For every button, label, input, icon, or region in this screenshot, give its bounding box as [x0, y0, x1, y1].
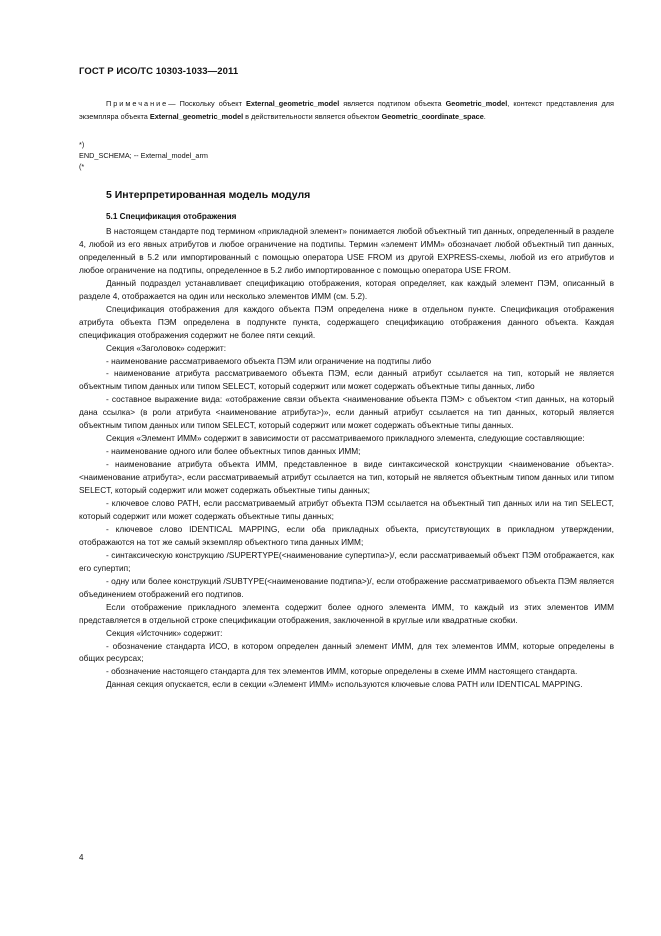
- note-entity: Geometric_model: [445, 99, 508, 108]
- code-line: END_SCHEMA; -- External_model_arm: [79, 151, 208, 160]
- note-paragraph: [79, 98, 614, 123]
- paragraph: Спецификация отображения для каждого объекта ПЭМ определена ниже в отдельном пункте. Спецификация отображения атрибута объекта ПЭМ определена в подпункте пункта, содержащего спецификацию отображения данного объекта. Каждая спецификация отображения содержит не более пяти секций.: [79, 303, 614, 340]
- paragraph: Данный подраздел устанавливает спецификацию отображения, которая определяет, как каждый элемент ПЭМ, описанный в разделе 4, отображается на один или несколько элементов ИММ (см. 5.2).: [79, 277, 614, 301]
- note-entity: Geometric_coordinate_space: [381, 111, 484, 121]
- list-item: - ключевое слово PATH, если рассматриваемый атрибут объекта ПЭМ ссылается на объектный тип данных или на тип SELECT, который содержит или может содержать объектные типы данных;: [79, 498, 614, 521]
- list-item: - наименование атрибута объекта ИММ, представленное в виде синтаксической конструкции <наименование объекта>.<наименование атрибута>, если рассматриваемый атрибут ссылается на тип, который не является объектным типом данных или типом SELECT, который содержит или может содержать объектные типы данных;: [79, 459, 614, 496]
- list-item: - обозначение стандарта ИСО, в котором определен данный элемент ИММ, для тех элементов ИММ, которые определены в общих ресурсах;: [79, 640, 614, 664]
- list-item: - ключевое слово IDENTICAL MAPPING, если оба прикладных объекта, присутствующих в прикладном утверждении, отображаются на тот же самый экземпляр объектного типа данных ИММ;: [79, 523, 614, 547]
- code-line: *): [79, 140, 85, 149]
- list-item: - наименование одного или более объектных типов данных ИММ;: [106, 446, 361, 457]
- list-item: - наименование атрибута рассматриваемого объекта ПЭМ, если данный атрибут ссылается на тип, который не является объектным типом данных или типом SELECT, который содержит или может содержать объектные типы данных, либо: [79, 368, 614, 392]
- note-entity: External_geometric_model: [245, 99, 340, 108]
- paragraph: Секция «Элемент ИММ» содержит в зависимости от рассматриваемого прикладного элемента, следующие составляющие:: [106, 433, 585, 444]
- paragraph: Если отображение прикладного элемента содержит более одного элемента ИММ, то каждый из этих элементов ИММ представляется в отдельной строке спецификации отображения, заключенной в круглые или квадратные скобки.: [79, 601, 614, 625]
- note-text: , контекст представления для экземпляра объекта: [79, 99, 614, 121]
- code-line: (*: [79, 162, 85, 171]
- paragraph: В настоящем стандарте под термином «прикладной элемент» понимается любой объектный тип данных, определенный в разделе 4, любой из его явных атрибутов и любое ограничение на подтипы. Термин «элемент ИММ» обозначает любой объектный тип данных, определенный в 5.2 или импортированный с помощью оператора USE FROM из другой EXPRESS-схемы, любой из его атрибутов и любое ограничение на подтипы, определенное в 5.2 либо импортированное с помощью оператора USE FROM.: [79, 226, 614, 275]
- note-text: — Поскольку объект: [168, 99, 246, 108]
- document-header: ГОСТ Р ИСО/ТС 10303-1033—2011: [79, 66, 239, 77]
- note-text: является подтипом объекта: [339, 99, 446, 108]
- subsection-title: 5.1 Спецификация отображения: [106, 212, 237, 221]
- list-item: - составное выражение вида: «отображение связи объекта <наименование объекта ПЭМ> с объектом <тип данных, на который дана ссылка> (в роли атрибута <наименование атрибута>)», если данный атрибут ссылается на тип данных, который является объектным типом данных или типом SELECT, который содержит или может содержать объектные типы данных.: [79, 394, 614, 431]
- paragraph: Секция «Источник» содержит:: [106, 627, 223, 638]
- paragraph: Данная секция опускается, если в секции «Элемент ИММ» используются ключевые слова PATH или IDENTICAL MAPPING.: [106, 679, 583, 690]
- code-block: [79, 139, 208, 172]
- list-item: - синтаксическую конструкцию /SUPERTYPE(<наименование супертипа>)/, если рассматриваемый объект ПЭМ отображается, как его супертип;: [79, 549, 614, 573]
- list-item: - наименование рассматриваемого объекта ПЭМ или ограничение на подтипы либо: [106, 355, 432, 366]
- list-item: - одну или более конструкций /SUBTYPE(<наименование подтипа>)/, если отображение рассматриваемого объекта ПЭМ является объединением отображений его подтипов.: [79, 575, 614, 599]
- paragraph: Секция «Заголовок» содержит:: [106, 342, 226, 353]
- note-entity: External_geometric_model: [149, 111, 244, 121]
- page-number: 4: [79, 853, 84, 862]
- note-text: в действительности является объектом: [243, 111, 382, 121]
- note-label: Примечание: [106, 99, 169, 108]
- list-item: - обозначение настоящего стандарта для тех элементов ИММ, которые определены в схеме ИММ настоящего стандарта.: [106, 666, 578, 677]
- note-text: .: [483, 111, 486, 121]
- section-title: 5 Интерпретированная модель модуля: [106, 189, 311, 201]
- body-text: [79, 225, 614, 691]
